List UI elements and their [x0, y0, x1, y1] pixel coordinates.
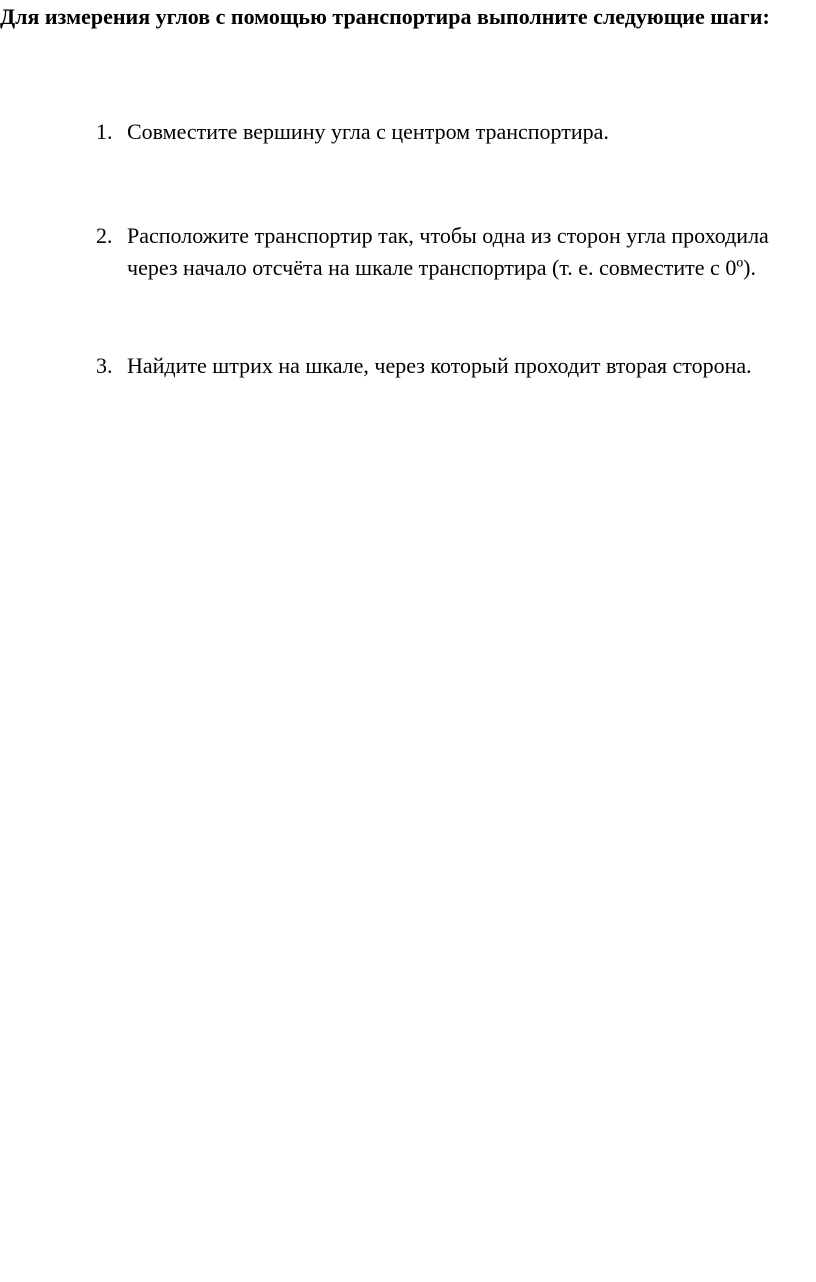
step-number: 1. — [96, 119, 113, 144]
step-text: Совместите вершину угла с центром транспортира. — [127, 119, 609, 144]
step-text: Найдите штрих на шкале, через который проходит вторая сторона. — [127, 353, 752, 378]
steps-list — [96, 116, 786, 454]
instruction-heading: Для измерения углов с помощью транспортира выполните следующие шаги: — [0, 4, 770, 29]
step-text: Расположите транспортир так, чтобы одна из сторон угла проходила через начало отсчёта на шкале транспортира (т. е. совместите с 0º). — [127, 223, 769, 280]
list-item-step-2 — [96, 220, 786, 284]
step-number: 2. — [96, 223, 113, 248]
step-number: 3. — [96, 353, 113, 378]
list-item-step-3 — [96, 350, 786, 382]
list-item-step-1 — [96, 116, 786, 148]
